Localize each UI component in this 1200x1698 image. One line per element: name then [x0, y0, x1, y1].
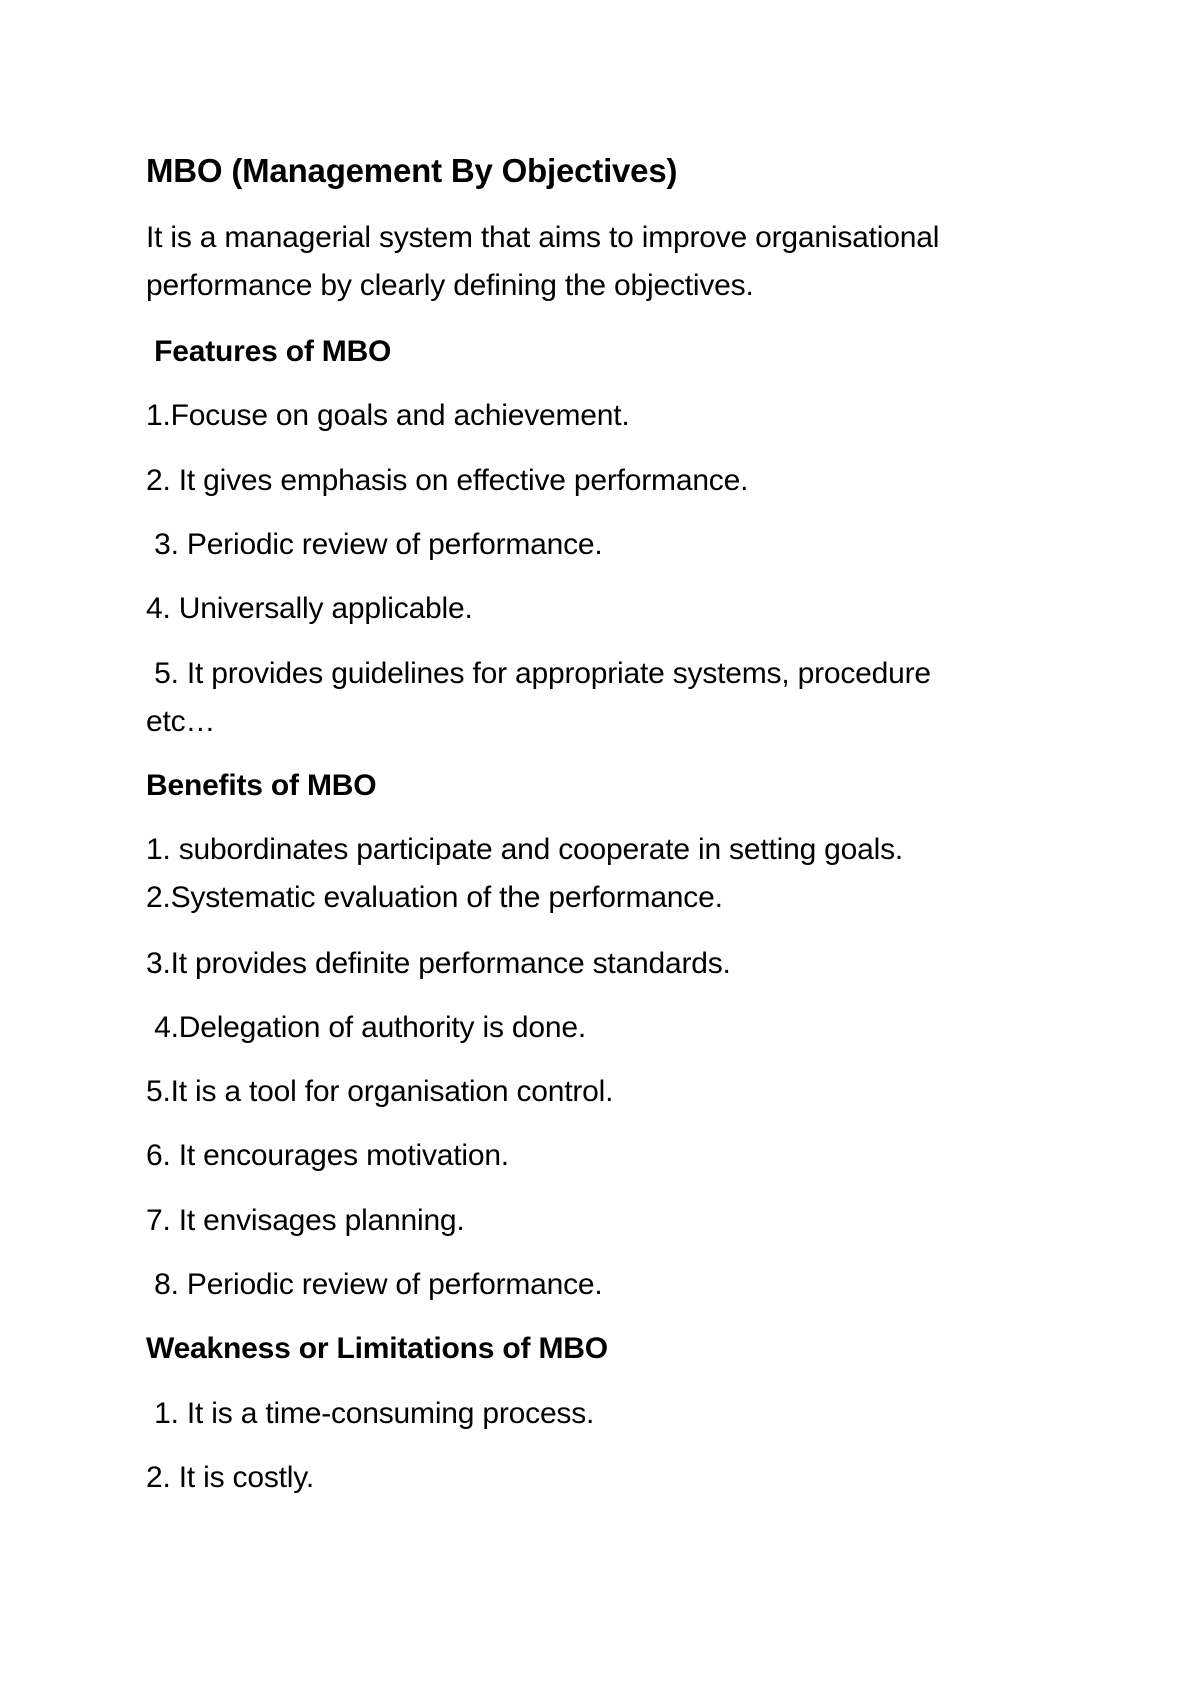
benefit-item-1: 1. subordinates participate and cooperate in setting goals. [146, 833, 904, 866]
benefit-item-2: 2.Systematic evaluation of the performance. [146, 881, 723, 914]
benefit-item-5: 5.It is a tool for organisation control. [146, 1075, 614, 1108]
intro-line-1: It is a managerial system that aims to improve organisational [146, 221, 940, 254]
benefits-heading: Benefits of MBO [146, 769, 377, 802]
limitation-item-1: 1. It is a time-consuming process. [146, 1397, 595, 1430]
feature-item-5-continued: etc… [146, 705, 216, 738]
benefit-item-4: 4.Delegation of authority is done. [146, 1011, 586, 1044]
feature-item-4: 4. Universally applicable. [146, 592, 473, 625]
benefit-item-3: 3.It provides definite performance standards. [146, 947, 731, 980]
intro-line-2: performance by clearly defining the objectives. [146, 269, 754, 302]
feature-item-5: 5. It provides guidelines for appropriate systems, procedure [146, 657, 931, 690]
feature-item-2: 2. It gives emphasis on effective performance. [146, 464, 749, 497]
feature-item-1: 1.Focuse on goals and achievement. [146, 399, 630, 432]
benefit-item-6: 6. It encourages motivation. [146, 1139, 509, 1172]
document-title: MBO (Management By Objectives) [146, 152, 678, 189]
limitations-heading: Weakness or Limitations of MBO [146, 1332, 608, 1365]
feature-item-3: 3. Periodic review of performance. [146, 528, 603, 561]
benefit-item-8: 8. Periodic review of performance. [146, 1268, 603, 1301]
features-heading: Features of MBO [146, 335, 392, 368]
benefit-item-7: 7. It envisages planning. [146, 1204, 465, 1237]
limitation-item-2: 2. It is costly. [146, 1461, 314, 1494]
